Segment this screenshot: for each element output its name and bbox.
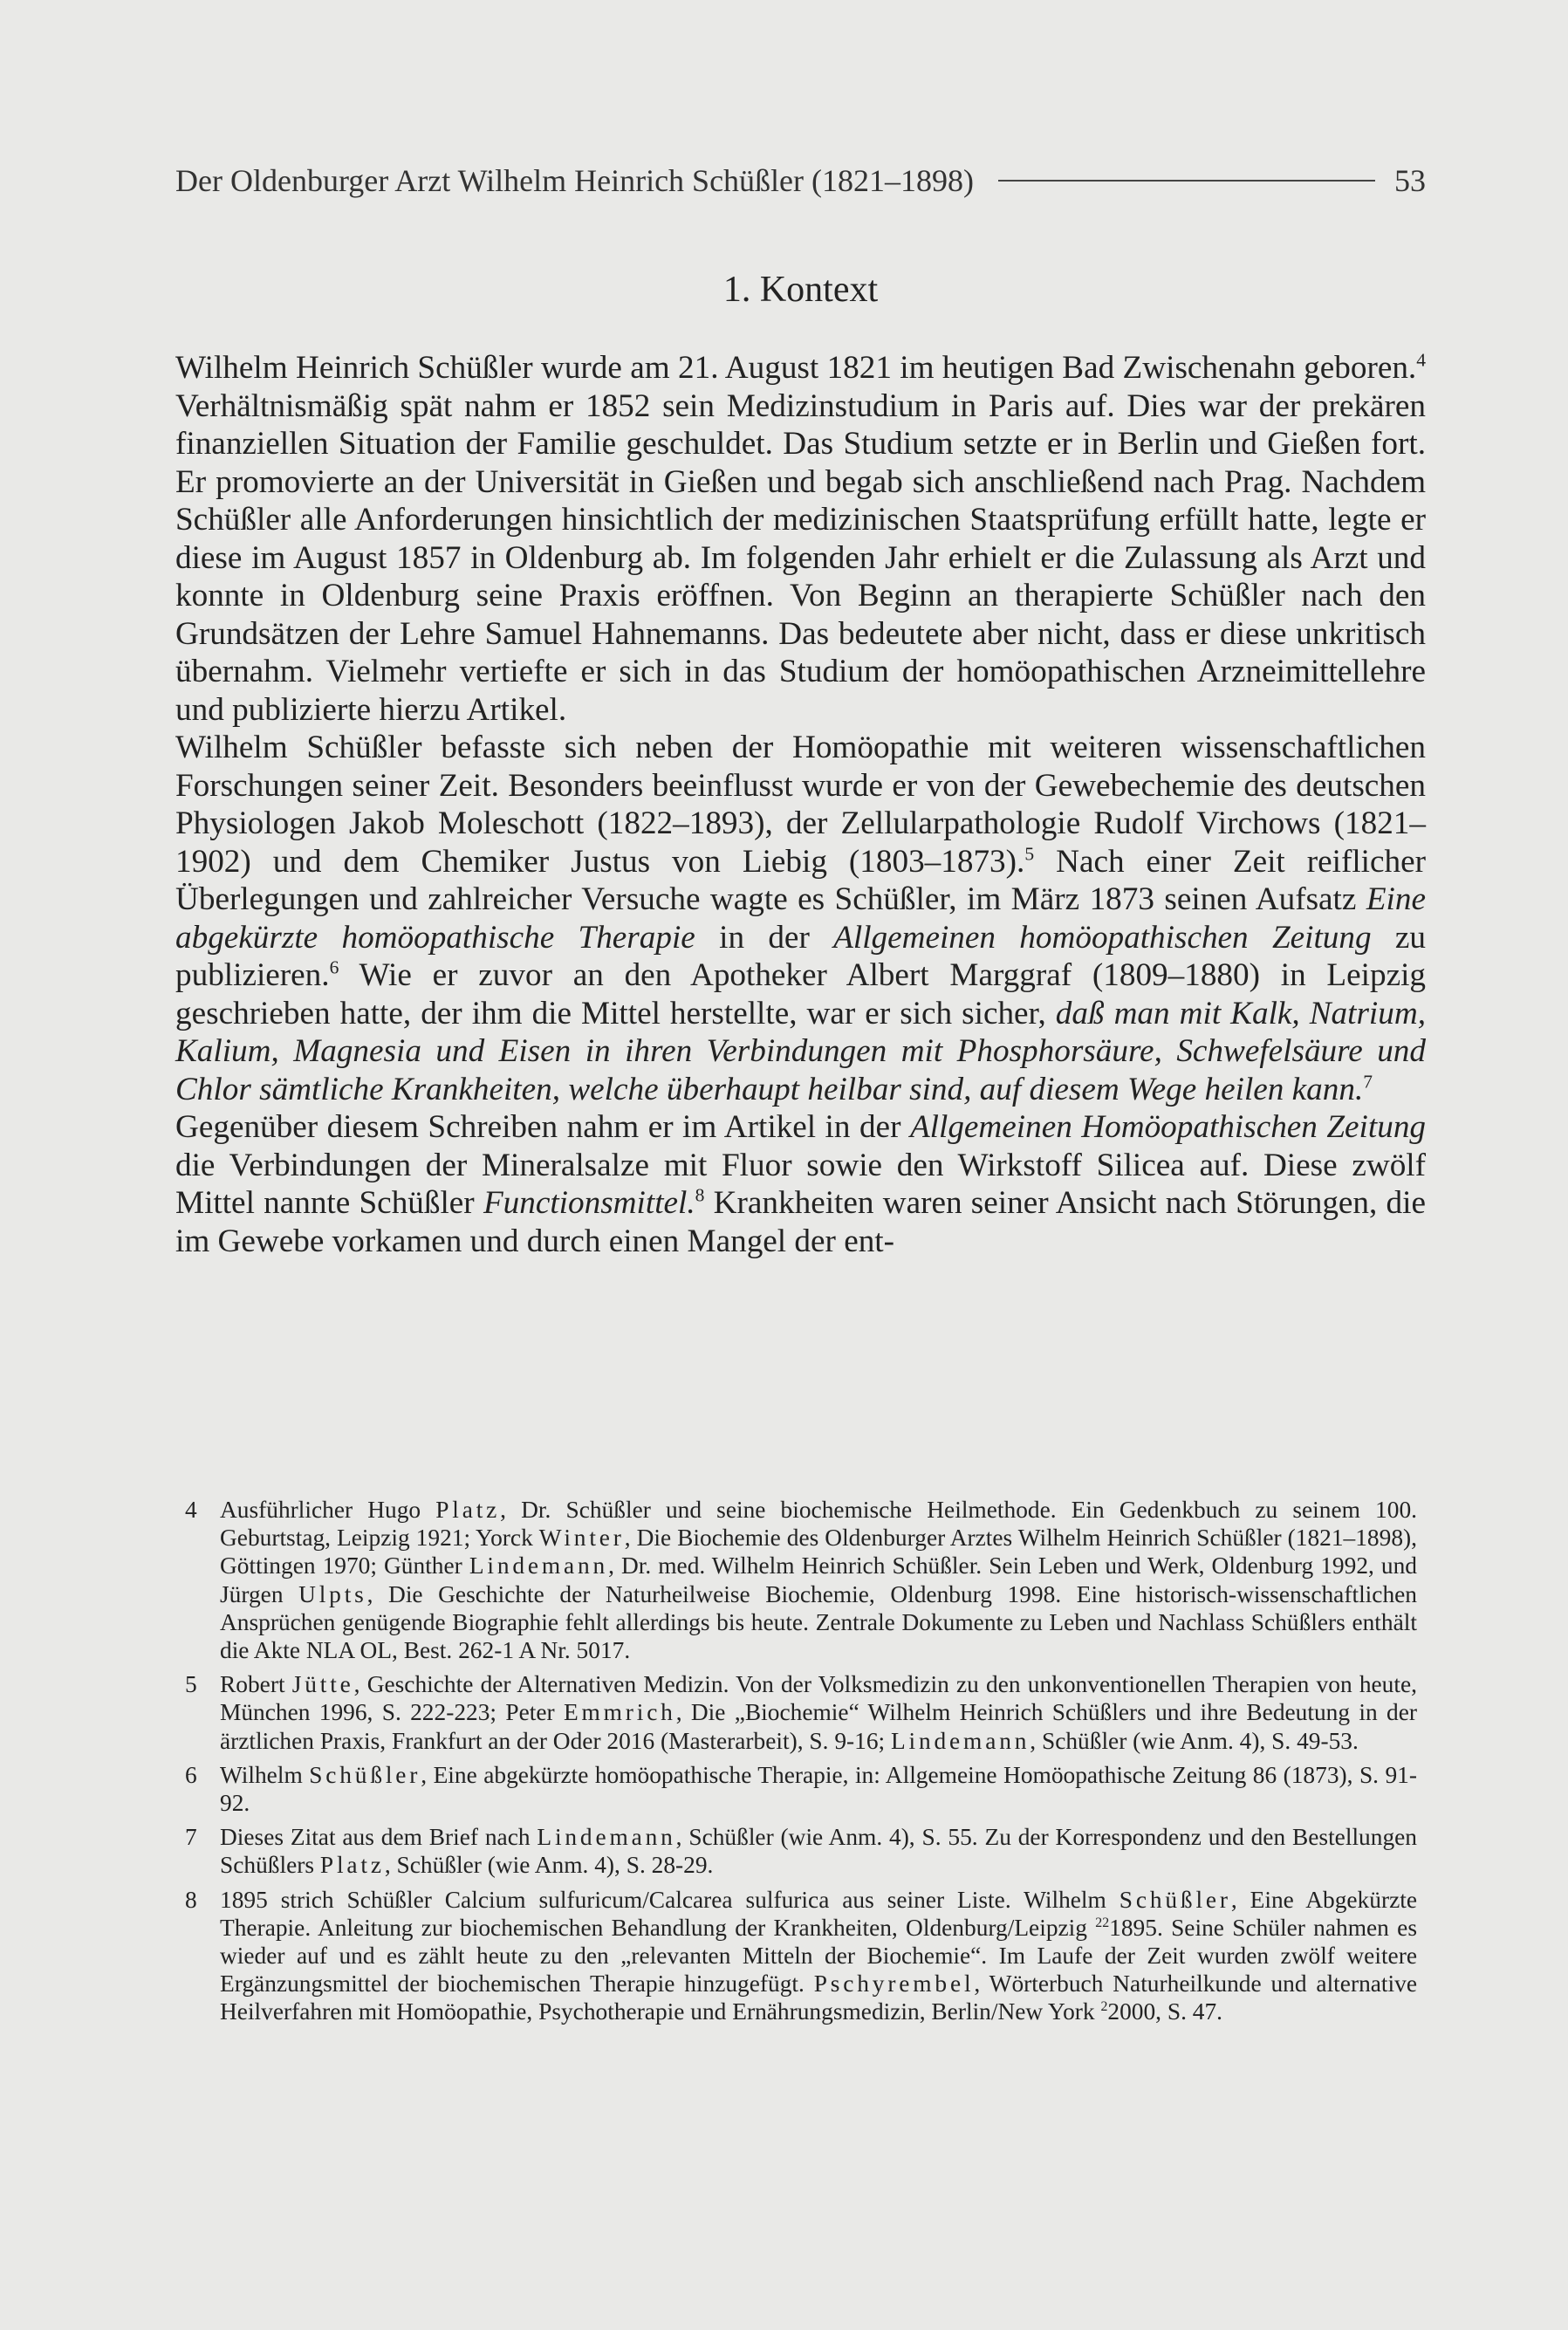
text-run: Wilhelm xyxy=(220,1761,310,1788)
text-run: Wilhelm Schüßler befasste sich neben der Homöopathie mit weiteren wissenschaftlichen Forschungen seiner Zeit. Besonders beeinflusst wurde er von der Gewebechemie des deutschen Physiologen Jakob Moleschott (1822–1893), der Zellularpathologie Rudolf Virchows (1821–1902) und dem Chemiker Justus von Liebig (1803–1873). xyxy=(175,730,1426,880)
author-name: Ulpts xyxy=(298,1580,367,1607)
author-name: Lindemann xyxy=(537,1824,676,1851)
text-run: Robert xyxy=(220,1671,292,1698)
footnote-6 xyxy=(185,1761,1417,1817)
text-run: 1895 strich Schüßler Calcium sulfuricum/Calcarea sulfurica aus seiner Liste. Wilhelm xyxy=(220,1886,1120,1913)
footnote-text xyxy=(220,1670,1417,1755)
footnote-4 xyxy=(185,1496,1417,1664)
paragraph-1 xyxy=(175,349,1426,729)
text-run: 1895. Seine Schüler nahmen es wieder auf und es zählt heute zu den „relevanten Mitteln der Biochemie“. Im Laufe der Zeit wurden zwölf weitere Ergänzungsmittel der biochemischen Therapie hinzugefügt. xyxy=(220,1914,1417,1998)
author-name: Lindemann xyxy=(890,1727,1030,1754)
author-name: Winter xyxy=(538,1525,625,1552)
italic-title: Allgemeinen homöopathischen Zeitung xyxy=(833,919,1372,956)
text-run: , Schüßler (wie Anm. 4), S. 28-29. xyxy=(384,1852,714,1879)
italic-term: Functionsmittel. xyxy=(483,1185,695,1221)
text-run: 2000, S. 47. xyxy=(1107,1998,1223,2025)
footnote-text xyxy=(220,1886,1417,2026)
text-run: Gegenüber diesem Schreiben nahm er im Artikel in der xyxy=(175,1109,910,1145)
text-run: , Schüßler (wie Anm. 4), S. 49-53. xyxy=(1030,1727,1359,1754)
text-run: , Die Biochemie des Oldenburger Arztes Wilhelm Heinrich Schüßler (1821–1898), Göttingen 1970; Günther xyxy=(220,1525,1417,1580)
text-run: Wilhelm Heinrich Schüßler wurde am 21. August 1821 im heutigen Bad Zwischenahn geboren. xyxy=(175,350,1417,386)
text-run: , Die Geschichte der Naturheilweise Biochemie, Oldenburg 1998. Eine historisch-wissenschaftlichen Ansprüchen genügende Biographie fehlt allerdings bis heute. Zentrale Dokumente zu Leben und Nachlass Schüßlers enthält die Akte NLA OL, Best. 262-1 A Nr. 5017. xyxy=(220,1580,1417,1664)
footnote-text xyxy=(220,1823,1417,1879)
text-run: , Eine Abgekürzte Therapie. Anleitung zur biochemischen Behandlung der Krankheiten, Oldenburg/Leipzig xyxy=(220,1886,1417,1941)
footnote-5 xyxy=(185,1670,1417,1755)
author-name: Lindemann xyxy=(469,1552,609,1580)
footnote-ref[interactable]: 6 xyxy=(329,956,339,978)
author-name: Emmrich xyxy=(563,1699,676,1726)
text-run: in der xyxy=(695,919,834,956)
footnote-ref[interactable]: 4 xyxy=(1416,349,1426,371)
footnote-ref[interactable]: 7 xyxy=(1363,1071,1373,1093)
author-name: Platz xyxy=(319,1852,385,1879)
footnote-number: 6 xyxy=(185,1761,197,1788)
footnote-number: 5 xyxy=(185,1671,197,1698)
text-run: , Wörterbuch Naturheilkunde und alternative Heilverfahren mit Homöopathie, Psychotherapie und Ernährungsmedizin, Berlin/New York xyxy=(220,1970,1417,2025)
footnotes xyxy=(185,1496,1417,2032)
text-run: Krankheiten waren seiner Ansicht nach Störungen, die im Gewebe vorkamen und durch einen Mangel der ent- xyxy=(175,1185,1426,1259)
text-run: , Geschichte der Alternativen Medizin. Von der Volksmedizin zu den unkonventionellen Therapien von heute, München 1996, S. 222-223; Peter xyxy=(220,1671,1417,1726)
author-name: Pschyrembel xyxy=(813,1970,975,1998)
author-name: Platz xyxy=(435,1497,501,1523)
footnote-text xyxy=(220,1496,1417,1664)
paragraph-3 xyxy=(175,1108,1426,1260)
header-rule xyxy=(998,180,1375,182)
text-run: Nach einer Zeit reiflicher Überlegungen und zahlreicher Versuche wagte es Schüßler, im März 1873 seinen Aufsatz xyxy=(175,843,1426,917)
footnote-ref[interactable]: 5 xyxy=(1024,843,1035,865)
footnote-number: 7 xyxy=(185,1824,197,1851)
text-run: , Die „Biochemie“ Wilhelm Heinrich Schüßlers und ihre Bedeutung in der ärztlichen Praxis, Frankfurt an der Oder 2016 (Masterarbeit), S. 9-16; xyxy=(220,1699,1417,1754)
running-header xyxy=(175,162,1426,199)
page-number: 53 xyxy=(1394,163,1426,198)
footnote-7 xyxy=(185,1823,1417,1879)
text-run: die Verbindungen der Mineralsalze mit Fluor sowie den Wirkstoff Silicea auf. Diese zwölf Mittel nannte Schüßler xyxy=(175,1147,1426,1221)
text-run: , Schüßler (wie Anm. 4), S. 55. Zu der Korrespondenz und den Bestellungen Schüßlers xyxy=(220,1824,1418,1879)
italic-quote: daß man mit Kalk, Natrium, Kalium, Magnesia und Eisen in ihren Verbindungen mit Phosphorsäure, Schwefelsäure und Chlor sämtliche Krankheiten, welche überhaupt heilbar sind, auf diesem Wege heilen kann. xyxy=(175,995,1426,1107)
text-run: Dieses Zitat aus dem Brief nach xyxy=(220,1824,538,1851)
text-run: , Eine abgekürzte homöopathische Therapie, in: Allgemeine Homöopathische Zeitung 86 (1873), S. 91-92. xyxy=(220,1761,1417,1817)
footnote-ref[interactable]: 8 xyxy=(695,1184,705,1206)
text-run: Verhältnismäßig spät nahm er 1852 sein Medizinstudium in Paris auf. Dies war der prekären finanziellen Situation der Familie geschuldet. Das Studium setzte er in Berlin und Gießen fort. Er promovierte an der Universität in Gießen und begab sich anschließend nach Prag. Nachdem Schüßler alle Anforderungen hinsichtlich der medizinischen Staatsprüfung erfüllt hatte, legte er diese im August 1857 in Oldenburg ab. Im folgenden Jahr erhielt er die Zulassung als Arzt und konnte in Oldenburg seine Praxis eröffnen. Von Beginn an therapierte Schüßler nach den Grundsätzen der Lehre Samuel Hahnemanns. Das bedeutete aber nicht, dass er diese unkritisch übernahm. Vielmehr vertiefte er sich in das Studium der homöopathischen Arzneimittellehre und publizierte hierzu Artikel. xyxy=(175,387,1426,728)
paragraph-2 xyxy=(175,729,1426,1108)
footnote-number: 4 xyxy=(185,1497,197,1523)
edition-superscript: 22 xyxy=(1095,1915,1110,1930)
footnote-text xyxy=(220,1761,1417,1817)
text-run: zu publizieren. xyxy=(175,919,1426,993)
text-run: Wie er zuvor an den Apotheker Albert Marggraf (1809–1880) in Leipzig geschrieben hatte, der ihm die Mittel herstellte, war er sich sicher, xyxy=(175,957,1426,1031)
italic-title: Eine abgekürzte homöopathische Therapie xyxy=(175,881,1426,956)
section-heading: 1. Kontext xyxy=(722,270,879,310)
running-title: Der Oldenburger Arzt Wilhelm Heinrich Schüßler (1821–1898) xyxy=(175,163,974,198)
author-name: Jütte xyxy=(291,1671,354,1698)
footnote-number: 8 xyxy=(185,1886,197,1913)
body-text xyxy=(175,349,1426,1260)
text-run: Ausführlicher Hugo xyxy=(220,1497,436,1523)
italic-title: Allgemeinen Homöopathischen Zeitung xyxy=(909,1109,1427,1145)
footnote-8 xyxy=(185,1886,1417,2026)
author-name: Schüßler xyxy=(1119,1886,1231,1913)
edition-superscript: 2 xyxy=(1100,1999,1108,2015)
text-run: , Dr. Schüßler und seine biochemische Heilmethode. Ein Gedenkbuch zu seinem 100. Geburtstag, Leipzig 1921; Yorck xyxy=(220,1497,1417,1552)
text-run: , Dr. med. Wilhelm Heinrich Schüßler. Sein Leben und Werk, Oldenburg 1992, und Jürgen xyxy=(220,1552,1417,1607)
author-name: Schüßler xyxy=(309,1761,421,1788)
